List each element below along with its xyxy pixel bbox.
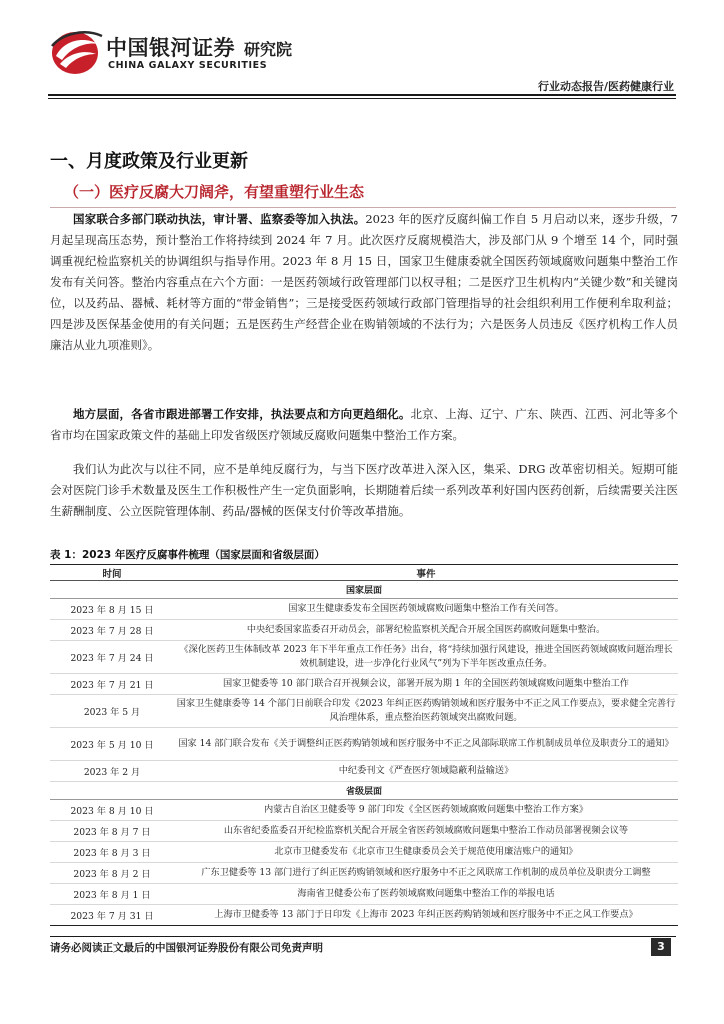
table-row: 2023 年 2 月 中纪委刊文《严查医疗领域隐蔽利益输送》 <box>50 761 678 782</box>
table-row: 2023 年 7 月 24 日 《深化医药卫生体制改革 2023 年下半年重点工作任务》出台，将“持续加强行风建设，推进全国医药领域腐败问题治理长效机制建设，进一步净化行业风气”列为下半年医改重点任务。 <box>50 641 678 674</box>
header-divider-thin <box>48 98 676 99</box>
table-row: 2023 年 8 月 7 日 山东省纪委监委召开纪检监察机关配合开展全省医药领域腐败问题集中整治工作动员部署视频会议等 <box>50 821 678 842</box>
paragraph-body: 2023 年的医疗反腐纠偏工作自 5 月启动以来，逐步升级，7 月起呈现高压态势，预计整治工作将持续到 2024 年 7 月。此次医疗反腐规模浩大，涉及部门从 9 个增至 14 个，同时强调重视纪检监察机关的协调组织与指导作用。2023 年 8 月 15 日，国家卫生健康委就全国医药领域腐败问题集中整治工作发布有关问答。整治内容重点在六个方面：一是医药领域行政管理部门以权寻租；二是医疗卫生机构内“关键少数”和关键岗位，以及药品、器械、耗材等方面的“带金销售”；三是接受医药领域行政部门管理指导的社会组织利用工作便利牟取利益；四是涉及医保基金使用的有关问题；五是医药生产经营企业在购销领域的不法行为；六是医务人员违反《医疗机构工作人员廉洁从业九项准则》。 <box>50 212 678 352</box>
header-divider <box>48 94 676 96</box>
table-row: 2023 年 5 月 国家卫生健康委等 14 个部门日前联合印发《2023 年纠正医药购销领域和医疗服务中不正之风工作要点》，要求健全完善行风治理体系，重点整治医药领域突出腐败问题。 <box>50 695 678 728</box>
table-caption: 表 1：2023 年医疗反腐事件梳理（国家层面和省级层面） <box>50 549 325 561</box>
page-header <box>48 26 676 98</box>
galaxy-logo-icon <box>48 26 106 78</box>
paragraph-national-enforcement <box>50 209 678 356</box>
table-row: 2023 年 8 月 15 日 国家卫生健康委发布全国医药领域腐败问题集中整治工作有关问答。 <box>50 599 678 620</box>
institute-label: 研究院 <box>244 40 293 59</box>
table-row: 2023 年 8 月 10 日 内蒙古自治区卫健委等 9 部门印发《全区医药领域腐败问题集中整治工作方案》 <box>50 800 678 821</box>
brand-name-en: CHINA GALAXY SECURITIES <box>108 60 268 71</box>
subsection-title: （一）医疗反腐大刀阔斧，有望重塑行业生态 <box>64 183 365 201</box>
paragraph-local-level <box>50 404 678 446</box>
paragraph-lead: 地方层面，各省市跟进部署工作安排，执法要点和方向更趋细化。 <box>73 407 411 421</box>
table-row: 2023 年 7 月 21 日 国家卫健委等 10 部门联合召开视频会议，部署开展为期 1 年的全国医药领域腐败问题集中整治工作 <box>50 674 678 695</box>
page-number: 3 <box>651 938 671 956</box>
report-type: 行业动态报告/医药健康行业 <box>537 80 674 93</box>
table-row: 2023 年 8 月 2 日 广东卫健委等 13 部门进行了纠正医药购销领域和医疗服务中不正之风联席工作机制的成员单位及职责分工调整 <box>50 863 678 884</box>
section-row-national: 国家层面 <box>50 581 678 599</box>
paragraph-lead: 国家联合多部门联动执法，审计署、监察委等加入执法。 <box>73 212 366 226</box>
table-row: 2023 年 5 月 10 日 国家 14 部门联合发布《关于调整纠正医药购销领域和医疗服务中不正之风部际联席工作机制成员单位及职责分工的通知》 <box>50 728 678 761</box>
paragraph-body: 北京、上海、辽宁、广东、陕西、江西、河北等多个省市均在国家政策文件的基础上印发省级医疗领域反腐败问题集中整治工作方案。 <box>50 407 679 442</box>
table-row: 2023 年 7 月 31 日 上海市卫健委等 13 部门于日印发《上海市 2023 年纠正医药购销领域和医疗服务中不正之风工作要点》 <box>50 905 678 926</box>
events-table <box>50 564 678 926</box>
footer-divider <box>50 936 676 937</box>
table-row: 2023 年 8 月 1 日 海南省卫健委公布了医药领域腐败问题集中整治工作的举报电话 <box>50 884 678 905</box>
section-title: 一、月度政策及行业更新 <box>50 151 248 172</box>
section-row-provincial: 省级层面 <box>50 782 678 800</box>
table-row: 2023 年 8 月 3 日 北京市卫健委发布《北京市卫生健康委员会关于规范使用廉洁账户的通知》 <box>50 842 678 863</box>
footer-disclaimer: 请务必阅读正文最后的中国银河证券股份有限公司免责声明 <box>50 942 323 954</box>
subsection-heading <box>50 181 676 208</box>
column-header-time: 时间 <box>50 565 174 581</box>
brand-name-cn: 中国银河证券 <box>106 36 235 60</box>
column-header-event: 事件 <box>174 565 678 581</box>
paragraph-opinion: 我们认为此次与以往不同，应不是单纯反腐行为，与当下医疗改革进入深入区，集采、DRG 改革密切相关。短期可能会对医院门诊手术数量及医生工作积极性产生一定负面影响，长期随着后续一系列改革利好国内医药创新，后续需要关注医生薪酬制度、公立医院管理体制、药品/器械的医保支付价等改革措施。 <box>50 462 678 518</box>
table-row: 2023 年 7 月 28 日 中央纪委国家监委召开动员会，部署纪检监察机关配合开展全国医药腐败问题集中整治。 <box>50 620 678 641</box>
